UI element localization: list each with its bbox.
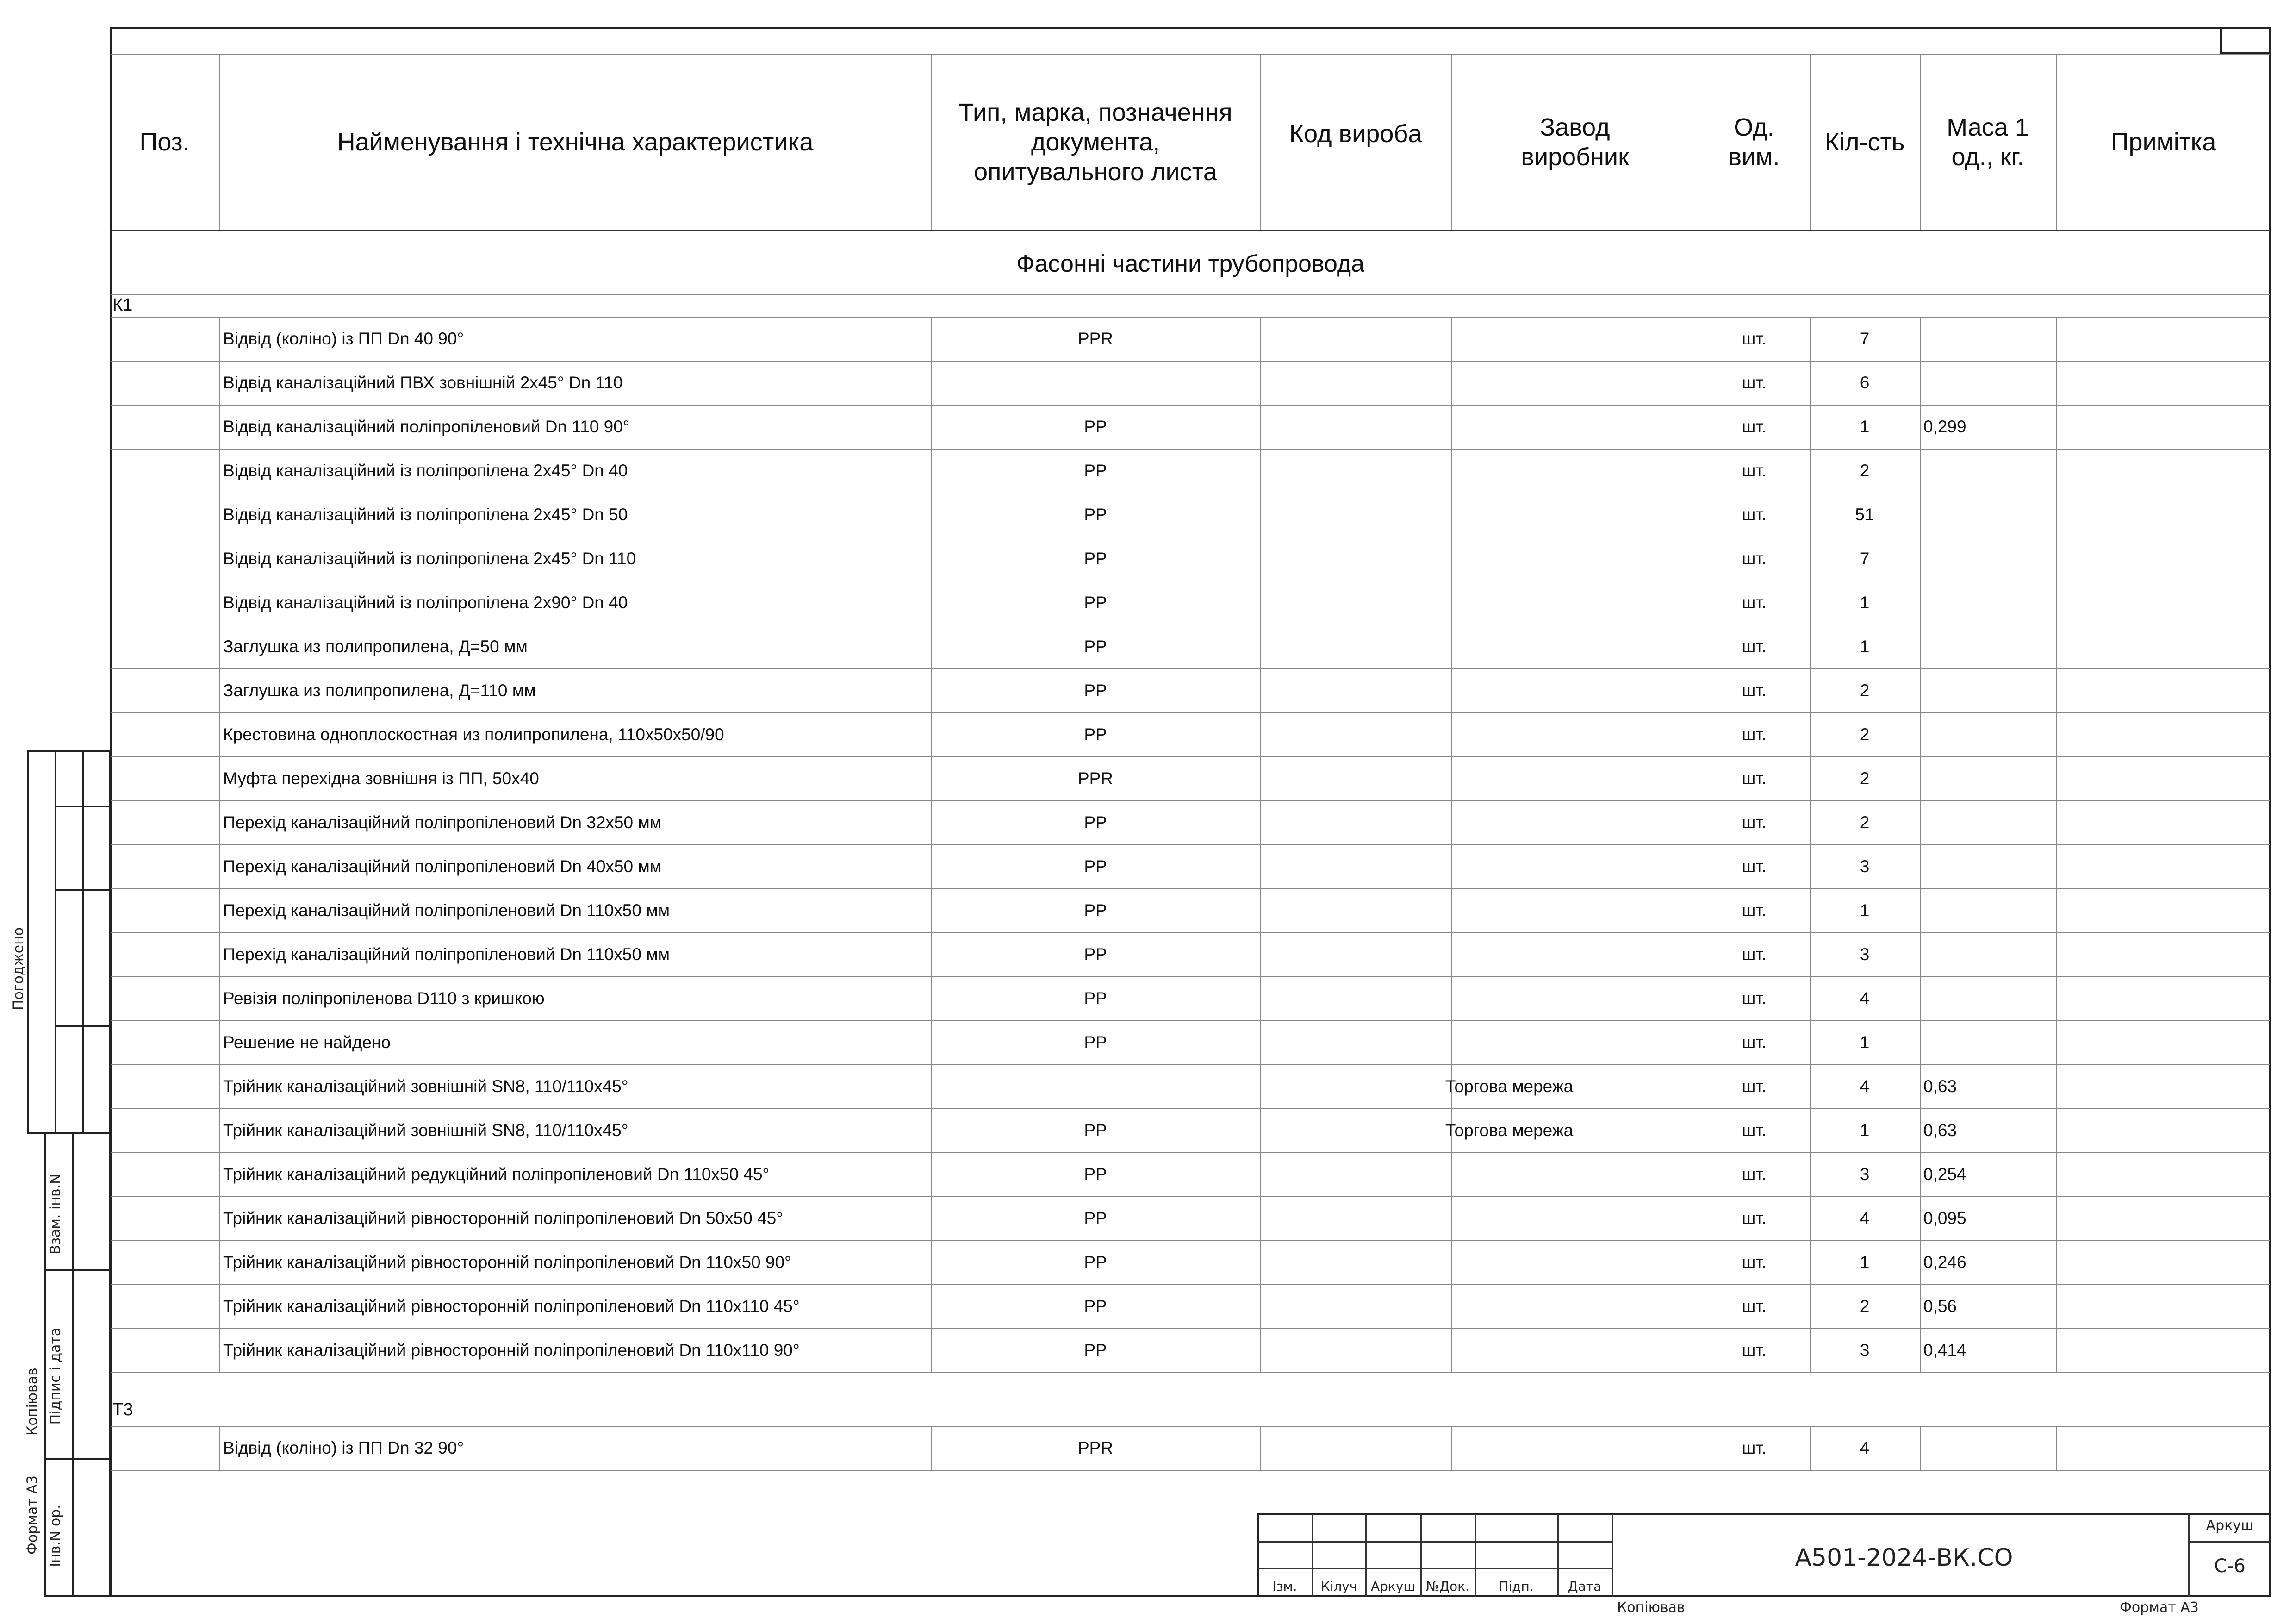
item-maker xyxy=(1454,668,1564,712)
item-name: Решение не найдено xyxy=(223,1032,391,1052)
item-unit: шт. xyxy=(1742,1252,1767,1272)
item-maker xyxy=(1454,537,1564,581)
tb-label-sheet: Аркуш xyxy=(1370,1578,1416,1594)
item-qty: 2 xyxy=(1860,812,1870,832)
item-maker xyxy=(1454,888,1564,932)
item-name: Відвід каналізаційний із поліпропілена 2х45° Dn 110 xyxy=(223,549,636,568)
tb-sheet-value: С-6 xyxy=(2214,1555,2246,1577)
header-qty: Кіл-сть xyxy=(1824,128,1905,156)
item-qty: 4 xyxy=(1860,1076,1870,1096)
item-maker: Торгова мережа xyxy=(1445,1076,1574,1096)
item-maker xyxy=(1454,1328,1564,1372)
item-unit: шт. xyxy=(1742,812,1767,832)
header-unit: Од. вим. xyxy=(1728,113,1780,171)
item-name: Муфта перехідна зовнішня із ПП, 50х40 xyxy=(223,768,539,788)
item-name: Відвід (коліно) із ПП Dn 32 90° xyxy=(223,1438,464,1457)
item-maker xyxy=(1454,625,1564,668)
tb-label-count: Кілуч xyxy=(1320,1578,1357,1594)
item-maker xyxy=(1454,1284,1564,1328)
item-maker xyxy=(1454,1196,1564,1240)
item-maker xyxy=(1454,976,1564,1020)
item-type: PP xyxy=(1084,461,1107,480)
item-maker xyxy=(1454,1152,1564,1196)
item-type: PP xyxy=(1084,637,1107,656)
item-qty: 51 xyxy=(1855,505,1874,524)
item-mass: 0,254 xyxy=(1923,1164,1966,1184)
item-maker xyxy=(1454,1426,1564,1470)
item-name: Трійник каналізаційний рівносторонній поліпропіленовий Dn 110х110 90° xyxy=(223,1340,800,1360)
header-maker: Завод виробник xyxy=(1521,113,1629,171)
item-qty: 1 xyxy=(1860,417,1870,436)
item-maker xyxy=(1454,932,1564,976)
item-maker xyxy=(1454,405,1564,449)
item-unit: шт. xyxy=(1742,549,1767,568)
tb-sheet-label: Аркуш xyxy=(2206,1518,2254,1534)
item-maker xyxy=(1454,449,1564,493)
item-type: PP xyxy=(1084,1032,1107,1052)
item-unit: шт. xyxy=(1742,637,1767,656)
item-qty: 1 xyxy=(1860,900,1870,920)
item-qty: 7 xyxy=(1860,549,1870,568)
sheet-corner-box xyxy=(2220,27,2271,55)
item-maker xyxy=(1454,1020,1564,1064)
item-type: PPR xyxy=(1077,768,1114,788)
item-qty: 2 xyxy=(1860,768,1870,788)
item-unit: шт. xyxy=(1742,856,1767,876)
item-name: Ревізія поліпропіленова D110 з кришкою xyxy=(223,988,545,1008)
item-type xyxy=(931,1064,1260,1108)
item-type xyxy=(931,361,1260,405)
header-code: Код виробa xyxy=(1289,120,1422,148)
item-maker: Торгова мережа xyxy=(1445,1120,1574,1140)
item-type: PP xyxy=(1084,1208,1107,1228)
item-name: Відвід каналізаційний із поліпропілена 2х45° Dn 50 xyxy=(223,505,628,524)
item-type: PP xyxy=(1084,856,1107,876)
item-maker xyxy=(1454,756,1564,800)
item-unit: шт. xyxy=(1742,1208,1767,1228)
item-name: Трійник каналізаційний редукційний поліпропіленовий Dn 110х50 45° xyxy=(223,1164,770,1184)
item-unit: шт. xyxy=(1742,725,1767,744)
item-maker xyxy=(1454,317,1564,361)
item-name: Трійник каналізаційний зовнішній SN8, 110/110х45° xyxy=(223,1076,628,1096)
item-type: PPR xyxy=(1077,329,1114,348)
item-maker xyxy=(1454,712,1564,756)
item-unit: шт. xyxy=(1742,417,1767,436)
item-unit: шт. xyxy=(1742,1164,1767,1184)
item-unit: шт. xyxy=(1742,329,1767,348)
header-pos: Поз. xyxy=(139,128,190,156)
item-type: PP xyxy=(1084,681,1107,700)
item-maker xyxy=(1454,844,1564,888)
item-name: Відвід (коліно) із ПП Dn 40 90° xyxy=(223,329,464,348)
item-name: Відвід каналізаційний ПВХ зовнішній 2х45° Dn 110 xyxy=(223,373,623,392)
side-replace-inv-label: Взам. інв.N xyxy=(47,1174,64,1255)
item-mass: 0,299 xyxy=(1923,417,1966,436)
item-qty: 3 xyxy=(1860,1164,1870,1184)
item-type: PPR xyxy=(1077,1438,1114,1457)
item-maker xyxy=(1454,581,1564,625)
tb-label-change: Ізм. xyxy=(1272,1578,1297,1594)
item-type: PP xyxy=(1084,1340,1107,1360)
item-type: PP xyxy=(1084,725,1107,744)
side-copied-label: Копіював xyxy=(24,1368,41,1436)
item-name: Відвід каналізаційний із поліпропілена 2х45° Dn 40 xyxy=(223,461,628,480)
item-type: PP xyxy=(1084,944,1107,964)
tb-label-sign: Підп. xyxy=(1499,1578,1534,1594)
item-qty: 1 xyxy=(1860,637,1870,656)
header-mass: Маса 1 од., кг. xyxy=(1947,113,2029,171)
item-name: Відвід каналізаційний із поліпропілена 2х90° Dn 40 xyxy=(223,593,628,612)
item-qty: 4 xyxy=(1860,1438,1870,1457)
item-type: PP xyxy=(1084,549,1107,568)
item-name: Трійник каналізаційний зовнішній SN8, 110/110х45° xyxy=(223,1120,628,1140)
item-name: Заглушка из полипропилена, Д=110 мм xyxy=(223,681,536,700)
item-qty: 2 xyxy=(1860,681,1870,700)
item-name: Трійник каналізаційний рівносторонній поліпропіленовий Dn 50х50 45° xyxy=(223,1208,784,1228)
item-maker xyxy=(1454,361,1564,405)
item-type: PP xyxy=(1084,505,1107,524)
item-qty: 7 xyxy=(1860,329,1870,348)
item-type: PP xyxy=(1084,900,1107,920)
item-qty: 1 xyxy=(1860,593,1870,612)
item-qty: 1 xyxy=(1860,1252,1870,1272)
header-name: Найменування і технічна характеристика xyxy=(337,128,814,156)
item-qty: 3 xyxy=(1860,856,1870,876)
item-unit: шт. xyxy=(1742,988,1767,1008)
item-unit: шт. xyxy=(1742,681,1767,700)
item-type: PP xyxy=(1084,1164,1107,1184)
side-agreed-label: Погоджено xyxy=(10,927,27,1011)
footer-copied: Копіював xyxy=(1617,1599,1685,1616)
item-qty: 2 xyxy=(1860,1296,1870,1316)
item-unit: шт. xyxy=(1742,461,1767,480)
item-unit: шт. xyxy=(1742,593,1767,612)
item-mass: 0,095 xyxy=(1923,1208,1966,1228)
item-qty: 2 xyxy=(1860,725,1870,744)
item-name: Перехід каналізаційний поліпропіленовий Dn 32х50 мм xyxy=(223,812,662,832)
item-mass: 0,63 xyxy=(1923,1076,1957,1096)
item-type: PP xyxy=(1084,812,1107,832)
side-stamp-agreed xyxy=(27,750,111,1134)
item-name: Перехід каналізаційний поліпропіленовий Dn 110х50 мм xyxy=(223,944,670,964)
item-unit: шт. xyxy=(1742,1296,1767,1316)
item-qty: 4 xyxy=(1860,1208,1870,1228)
side-inv-orig-label: Інв.N ор. xyxy=(47,1505,64,1567)
item-type: PP xyxy=(1084,988,1107,1008)
item-qty: 2 xyxy=(1860,461,1870,480)
item-unit: шт. xyxy=(1742,1340,1767,1360)
item-name: Перехід каналізаційний поліпропіленовий Dn 40х50 мм xyxy=(223,856,662,876)
footer-format: Формат А3 xyxy=(2120,1599,2199,1616)
item-unit: шт. xyxy=(1742,1438,1767,1457)
item-qty: 6 xyxy=(1860,373,1870,392)
item-type: PP xyxy=(1084,1252,1107,1272)
item-maker xyxy=(1454,493,1564,537)
item-unit: шт. xyxy=(1742,900,1767,920)
header-bottom-line xyxy=(111,230,2270,231)
item-name: Крестовина одноплоскостная из полипропилена, 110х50х50/90 xyxy=(223,725,724,744)
item-mass: 0,56 xyxy=(1923,1296,1957,1316)
side-format-label: Формат А3 xyxy=(24,1475,41,1555)
item-unit: шт. xyxy=(1742,505,1767,524)
item-qty: 1 xyxy=(1860,1120,1870,1140)
item-unit: шт. xyxy=(1742,1032,1767,1052)
item-unit: шт. xyxy=(1742,373,1767,392)
item-qty: 3 xyxy=(1860,944,1870,964)
item-type: PP xyxy=(1084,593,1107,612)
item-qty: 1 xyxy=(1860,1032,1870,1052)
item-qty: 3 xyxy=(1860,1340,1870,1360)
item-maker xyxy=(1454,1240,1564,1284)
item-name: Перехід каналізаційний поліпропіленовий Dn 110х50 мм xyxy=(223,900,670,920)
item-name: Трійник каналізаційний рівносторонній поліпропіленовий Dn 110х50 90° xyxy=(223,1252,791,1272)
item-type: PP xyxy=(1084,1296,1107,1316)
section-title: Фасонні частини трубопровода xyxy=(1016,250,1364,277)
item-type: PP xyxy=(1084,1120,1107,1140)
group-label: Т3 xyxy=(112,1400,133,1419)
item-mass: 0,246 xyxy=(1923,1252,1966,1272)
tb-label-date: Дата xyxy=(1568,1578,1602,1594)
group-label: К1 xyxy=(112,295,133,315)
document-code: А501-2024-ВК.СО xyxy=(1795,1544,2013,1572)
header-type: Тип, марка, позначення документа, опитувального листа xyxy=(958,99,1232,186)
tb-label-docnum: №Док. xyxy=(1426,1578,1469,1594)
item-qty: 4 xyxy=(1860,988,1870,1008)
item-name: Заглушка из полипропилена, Д=50 мм xyxy=(223,637,528,656)
item-mass: 0,63 xyxy=(1923,1120,1957,1140)
item-mass: 0,414 xyxy=(1923,1340,1966,1360)
item-type: PP xyxy=(1084,417,1107,436)
item-maker xyxy=(1454,800,1564,844)
side-sign-date-label: Підпис і дата xyxy=(47,1327,64,1425)
item-name: Відвід каналізаційний поліпропіленовий Dn 110 90° xyxy=(223,417,630,436)
header-note: Примітка xyxy=(2110,128,2216,156)
item-unit: шт. xyxy=(1742,768,1767,788)
item-name: Трійник каналізаційний рівносторонній поліпропіленовий Dn 110х110 45° xyxy=(223,1296,800,1316)
item-unit: шт. xyxy=(1742,1076,1767,1096)
item-unit: шт. xyxy=(1742,1120,1767,1140)
item-unit: шт. xyxy=(1742,944,1767,964)
